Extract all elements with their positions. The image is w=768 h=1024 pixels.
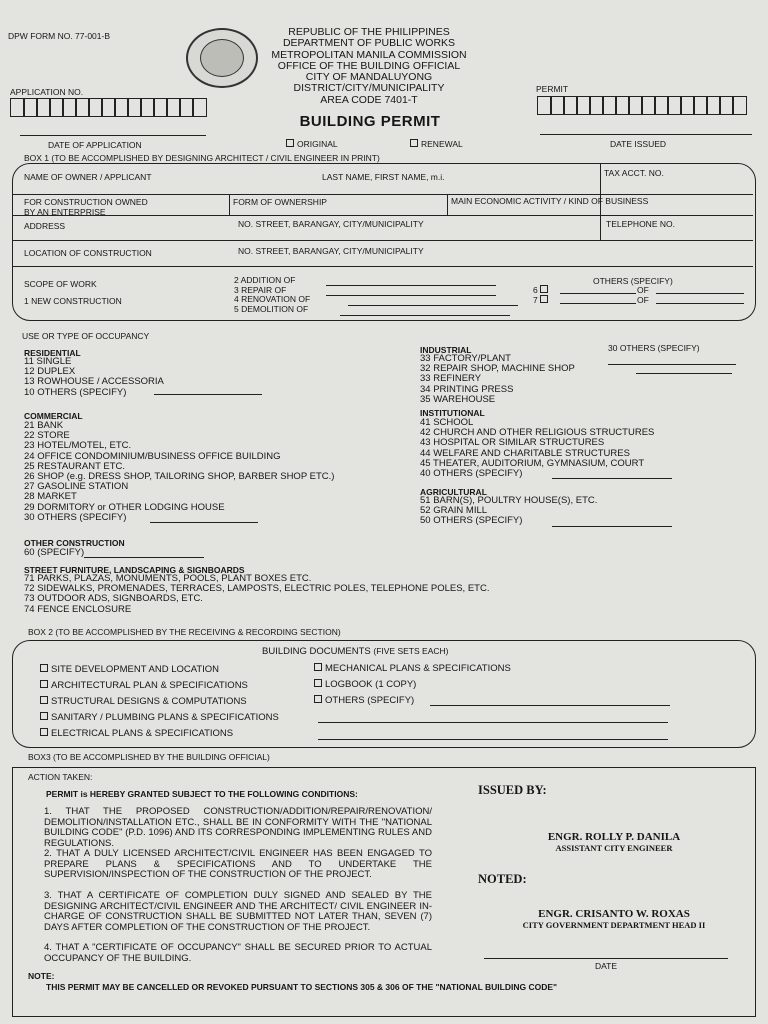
occupancy-option[interactable]: 73 OUTDOOR ADS, SIGNBOARDS, ETC. [24,593,203,605]
condition-item: 3. THAT A CERTIFICATE OF COMPLETION DULY SIGNED AND SEALED BY THE DESIGNING ARCHITECT/CIVIL ENGINEER AND THE ARCHITECT/ CIVIL ENGINEER IN-CHARGE OF CONSTRUCTION SHALL BE SUBMITTED NOT LATER THAN, SEVEN (7) DAYS AFTER COMPLETION OF THE CONSTRUCTION OF THE PROJECT. [44,890,432,933]
occupancy-option[interactable]: 21 BANK [24,420,64,431]
commercial-title: COMMERCIAL [24,411,83,421]
location-hint: NO. STREET, BARANGAY, CITY/MUNICIPALITY [238,246,424,256]
occupancy-option[interactable]: 27 GASOLINE STATION [24,481,129,493]
occupancy-option[interactable]: 41 SCHOOL [420,417,474,428]
header-line: METROPOLITAN MANILA COMMISSION [271,48,467,61]
occupancy-option[interactable]: 33 REFINERY [420,373,482,385]
owner-name-label: NAME OF OWNER / APPLICANT [24,172,152,182]
date-label: DATE [595,961,618,971]
agricultural-list [420,496,597,527]
document-checkbox[interactable]: SITE DEVELOPMENT AND LOCATION [38,662,279,678]
other-construction-title: OTHER CONSTRUCTION [24,538,125,548]
occupancy-option[interactable]: 35 WAREHOUSE [420,393,496,405]
granted-heading: PERMIT is HEREBY GRANTED SUBJECT TO THE FOLLOWING CONDITIONS: [46,789,358,799]
occupancy-option[interactable]: 11 SINGLE [24,356,72,367]
scope-label: SCOPE OF WORK [24,279,97,289]
construction-owned-line: FOR CONSTRUCTION OWNED [24,197,148,207]
document-checkbox[interactable]: LOGBOOK (1 COPY) [312,677,511,693]
header-line: REPUBLIC OF THE PHILIPPINES [288,26,450,38]
application-no-label: APPLICATION NO. [10,87,84,97]
occupancy-option[interactable]: 44 WELFARE AND CHARITABLE STRUCTURES [420,447,630,459]
header-line: OFFICE OF THE BUILDING OFFICIAL [277,59,461,72]
industrial-others[interactable]: 30 OTHERS (SPECIFY) [608,343,700,353]
construction-owned-label [24,198,148,217]
condition-item: 2. THAT A DULY LICENSED ARCHITECT/CIVIL ENGINEER HAS BEEN ENGAGED TO PREPARE PLANS & SPECIFICATIONS AND TO UNDERTAKE THE SUPERVISION/INSPECTION OF THE CONSTRUCTION OF THE PROJECT. [44,848,432,880]
page-title: BUILDING PERMIT [299,113,441,130]
header-line: DISTRICT/CITY/MUNICIPALITY [293,82,445,95]
occupancy-title: USE OR TYPE OF OCCUPANCY [22,331,150,341]
occupancy-option[interactable]: 28 MARKET [24,491,77,503]
institutional-title: INSTITUTIONAL [420,408,485,418]
document-checkbox[interactable]: ARCHITECTURAL PLAN & SPECIFICATIONS [38,678,279,694]
header-line: AREA CODE 7401-T [320,93,418,106]
occupancy-option[interactable]: 32 REPAIR SHOP, MACHINE SHOP [420,363,575,375]
noter-name: ENGR. CRISANTO W. ROXAS [538,908,690,920]
date-of-application-label: DATE OF APPLICATION [48,140,142,150]
occupancy-option[interactable]: 13 ROWHOUSE / ACCESSORIA [24,376,164,388]
main-economic-label: MAIN ECONOMIC ACTIVITY / KIND OF BUSINESS [451,196,649,206]
occupancy-option[interactable]: 74 FENCE ENCLOSURE [24,603,132,615]
action-taken-label: ACTION TAKEN: [28,772,93,782]
note-text: THIS PERMIT MAY BE CANCELLED OR REVOKED PURSUANT TO SECTIONS 305 & 306 OF THE "NATIONAL BUILDING CODE" [46,982,558,992]
institutional-list [420,418,654,479]
occupancy-option[interactable]: 12 DUPLEX [24,366,76,378]
permit-label: PERMIT [536,84,569,94]
documents-right-list [312,661,511,709]
occupancy-option[interactable]: 50 OTHERS (SPECIFY) [420,515,523,527]
owner-name-hint: LAST NAME, FIRST NAME, m.i. [322,172,445,182]
document-checkbox[interactable]: ELECTRICAL PLANS & SPECIFICATIONS [38,726,279,742]
street-furniture-title: STREET FURNITURE, LANDSCAPING & SIGNBOARDS [24,565,245,575]
note-label: NOTE: [28,971,55,981]
occupancy-option[interactable]: 29 DORMITORY or OTHER LODGING HOUSE [24,501,225,513]
tax-acct-label: TAX ACCT. NO. [604,168,664,178]
header-block [256,27,482,106]
documents-title: BUILDING DOCUMENTS (FIVE SETS EACH) [262,646,449,657]
occupancy-option[interactable]: 51 BARN(S), POULTRY HOUSE(S), ETC. [420,495,598,506]
agricultural-title: AGRICULTURAL [420,487,487,497]
street-furniture-list [24,574,489,615]
residential-list [24,357,164,398]
renewal-checkbox[interactable] [408,139,463,149]
others-specify-label: OTHERS (SPECIFY) [593,276,673,286]
issued-by-label: ISSUED BY: [478,783,547,797]
occupancy-option[interactable]: 26 SHOP (e.g. DRESS SHOP, TAILORING SHOP, BARBER SHOP ETC.) [24,471,335,483]
scope-items [234,276,310,314]
occupancy-option[interactable]: 34 PRINTING PRESS [420,383,514,395]
issuer-name: ENGR. ROLLY P. DANILA [547,831,681,843]
address-hint: NO. STREET, BARANGAY, CITY/MUNICIPALITY [238,219,424,229]
occupancy-option[interactable]: 42 CHURCH AND OTHER RELIGIOUS STRUCTURES [420,427,655,439]
original-checkbox[interactable] [284,139,338,149]
header-line: CITY OF MANDALUYONG [305,71,433,84]
demolition-checkbox[interactable]: 5 DEMOLITION OF [234,303,309,314]
address-label: ADDRESS [24,221,66,231]
others-7-checkbox[interactable]: 7 [533,295,551,305]
industrial-title: INDUSTRIAL [420,345,472,355]
new-construction-checkbox[interactable] [24,296,122,306]
city-seal-logo [186,28,258,88]
occupancy-option[interactable]: 25 RESTAURANT ETC. [24,460,126,472]
box2-title: BOX 2 (TO BE ACCOMPLISHED BY THE RECEIVING & RECORDING SECTION) [28,627,341,637]
other-construction-list [24,548,84,558]
form-ownership-label: FORM OF OWNERSHIP [233,197,327,207]
telephone-label: TELEPHONE NO. [606,219,675,229]
documents-left-list [38,662,279,742]
occupancy-option[interactable]: 24 OFFICE CONDOMINIUM/BUSINESS OFFICE BUILDING [24,450,281,462]
construction-owned-line: BY AN ENTERPRISE [24,206,106,217]
document-checkbox[interactable]: STRUCTURAL DESIGNS & COMPUTATIONS [38,694,279,710]
condition-item: 1. THAT THE PROPOSED CONSTRUCTION/ADDITION/REPAIR/RENOVATION/ DEMOLITION/INSTALLATION ETC., SHALL BE IN CONFORMITY WITH THE "NATIONAL BUILDING CODE" (P.D. 1096) AND ITS CORRESPONDING IMPLEMENTING RULES AND REGULATIONS. [44,806,432,849]
location-label: LOCATION OF CONSTRUCTION [24,248,152,258]
of-label: OF [637,285,649,295]
document-checkbox[interactable]: OTHERS (SPECIFY) [312,693,511,709]
seal-emblem-icon [200,39,244,77]
occupancy-option[interactable]: 60 (SPECIFY) [24,547,85,558]
condition-item: 4. THAT A "CERTIFICATE OF OCCUPANCY" SHALL BE SECURED PRIOR TO ACTUAL OCCUPANCY OF THE BUILDING. [44,942,432,964]
of-label: OF [637,295,649,305]
occupancy-option[interactable]: 40 OTHERS (SPECIFY) [420,468,523,480]
form-number: DPW FORM NO. 77-001-B [8,31,111,41]
box1-title: BOX 1 (TO BE ACCOMPLISHED BY DESIGNING ARCHITECT / CIVIL ENGINEER IN PRINT) [24,153,380,163]
addition-checkbox[interactable]: 2 ADDITION OF [234,275,296,285]
occupancy-option[interactable]: 45 THEATER, AUDITORIUM, GYMNASIUM, COURT [420,457,645,469]
occupancy-option[interactable]: 10 OTHERS (SPECIFY) [24,386,127,398]
noted-label: NOTED: [478,872,527,886]
occupancy-option[interactable]: 22 STORE [24,430,70,442]
repair-checkbox[interactable]: 3 REPAIR OF [234,284,287,295]
document-checkbox[interactable]: MECHANICAL PLANS & SPECIFICATIONS [312,661,511,677]
conditions-list [44,807,432,964]
renovation-checkbox[interactable]: 4 RENOVATION OF [234,294,311,305]
new-construction-label: 1 NEW CONSTRUCTION [24,296,122,306]
original-label: ORIGINAL [297,139,338,149]
occupancy-option[interactable]: 72 SIDEWALKS, PROMENADES, TERRACES, LAMPOSTS, ELECTRIC POLES, TELEPHONE POLES, ETC. [24,583,490,595]
box3-title: BOX3 (TO BE ACCOMPLISHED BY THE BUILDING OFFICIAL) [28,752,270,762]
industrial-list [420,354,575,405]
header-line: DEPARTMENT OF PUBLIC WORKS [282,37,456,50]
date-issued-label: DATE ISSUED [610,139,667,149]
occupancy-option[interactable]: 71 PARKS, PLAZAS, MONUMENTS, POOLS, PLANT BOXES ETC. [24,573,312,584]
issuer-title: ASSISTANT CITY ENGINEER [555,843,673,853]
occupancy-option[interactable]: 43 HOSPITAL OR SIMILAR STRUCTURES [420,437,605,449]
noter-title: CITY GOVERNMENT DEPARTMENT HEAD II [522,920,706,930]
residential-title: RESIDENTIAL [24,348,81,358]
others-6-checkbox[interactable]: 6 [533,285,551,295]
occupancy-option[interactable]: 23 HOTEL/MOTEL, ETC. [24,440,132,452]
occupancy-option[interactable]: 33 FACTORY/PLANT [420,353,511,364]
occupancy-option[interactable]: 52 GRAIN MILL [420,505,488,517]
document-checkbox[interactable]: SANITARY / PLUMBING PLANS & SPECIFICATIONS [38,710,279,726]
commercial-list [24,421,334,523]
renewal-label: RENEWAL [421,139,463,149]
occupancy-option[interactable]: 30 OTHERS (SPECIFY) [24,511,127,523]
